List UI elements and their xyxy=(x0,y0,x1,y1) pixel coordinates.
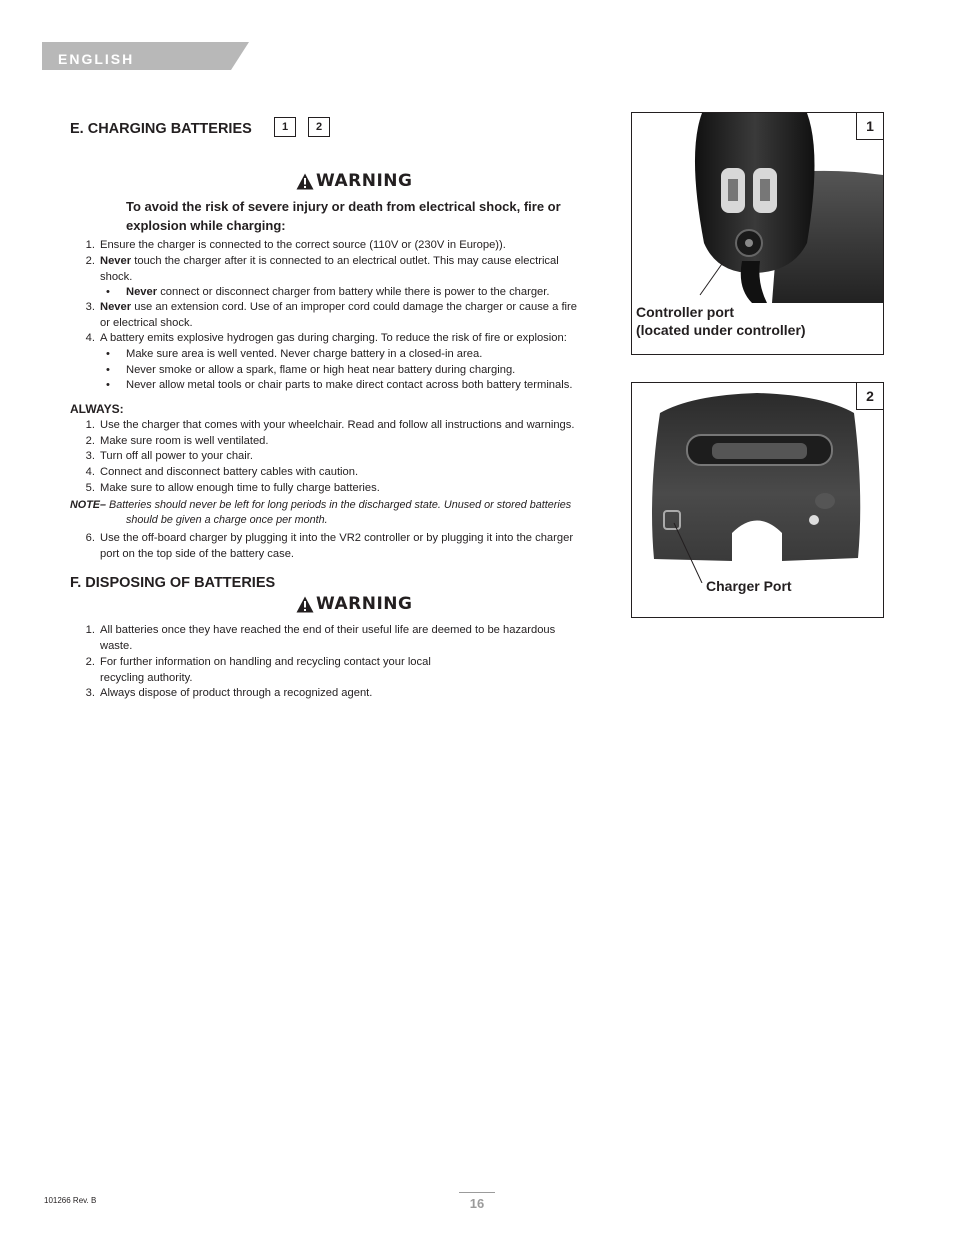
warning-triangle-icon xyxy=(296,173,314,190)
item-text-line: Use the off-board charger by plugging it into the VR2 controller or by plugging it into the charger xyxy=(100,532,574,544)
battery-case-photo xyxy=(632,383,883,583)
bullet-text: Never smoke or allow a spark, flame or high heat near battery during charging. xyxy=(126,364,516,376)
item-text: Make sure room is well ventilated. xyxy=(100,435,269,447)
language-tab xyxy=(42,42,249,70)
emphasis: Never xyxy=(126,286,158,298)
warning-label-f xyxy=(296,594,412,614)
figure-ref-1: 1 xyxy=(274,117,296,137)
note-text: Batteries should never be left for long periods in the discharged state. Unused or stored batteries xyxy=(106,499,572,511)
item-text: Turn off all power to your chair. xyxy=(100,450,253,462)
item-text-line: For further information on handling and recycling contact your local xyxy=(100,656,431,668)
figure-2 xyxy=(631,382,884,618)
item-text: Ensure the charger is connected to the correct source (110V or (230V in Europe)). xyxy=(100,239,506,251)
list-item xyxy=(79,655,604,686)
item-text: Make sure to allow enough time to fully charge batteries. xyxy=(100,482,380,494)
bullet-dot: • xyxy=(106,379,110,391)
emphasis: Never xyxy=(100,301,132,313)
item-text-line: shock. xyxy=(100,270,133,283)
warning-lead-text xyxy=(126,197,596,235)
item-number: 6. xyxy=(85,532,95,544)
item-number: 1. xyxy=(85,624,95,636)
item-number: 1. xyxy=(85,419,95,431)
figure-ref-2: 2 xyxy=(308,117,330,137)
item-number: 1. xyxy=(85,239,95,251)
section-f-title: F. DISPOSING OF BATTERIES xyxy=(70,575,276,591)
bullet-dot: • xyxy=(106,348,110,360)
emphasis: Never xyxy=(100,255,132,267)
section-e-title: E. CHARGING BATTERIES xyxy=(70,121,252,137)
item-text-line: All batteries once they have reached the end of their useful life are deemed to be hazardous xyxy=(100,624,556,636)
item-text: Use the charger that comes with your wheelchair. Read and follow all instructions and warnings. xyxy=(100,419,575,431)
figure-1-number: 1 xyxy=(856,112,884,140)
warning-lead-line: To avoid the risk of severe injury or death from electrical shock, fire or xyxy=(126,199,561,214)
item-text: A battery emits explosive hydrogen gas during charging. To reduce the risk of fire or explosion: xyxy=(100,332,567,344)
controller-photo xyxy=(632,113,883,313)
item-number: 3. xyxy=(85,301,95,313)
figure-2-caption: Charger Port xyxy=(706,578,792,594)
bullet-dot: • xyxy=(106,286,110,298)
bullet-dot: • xyxy=(106,364,110,376)
document-code: 101266 Rev. B xyxy=(44,1196,97,1205)
bullet-text: Make sure area is well vented. Never charge battery in a closed-in area. xyxy=(126,348,483,360)
caption-line: (located under controller) xyxy=(636,322,806,338)
note-label: NOTE– xyxy=(70,499,106,511)
note-text: should be given a charge once per month. xyxy=(126,513,328,526)
language-label: ENGLISH xyxy=(58,51,135,67)
item-number: 2. xyxy=(85,656,95,668)
warning-label-e xyxy=(296,171,412,191)
item-text-line: or electrical shock. xyxy=(100,316,193,329)
list-item xyxy=(79,254,604,285)
list-item xyxy=(79,300,604,331)
warning-lead-line: explosion while charging: xyxy=(126,218,286,233)
item-text-line: recycling authority. xyxy=(100,671,193,684)
warning-triangle-icon xyxy=(296,596,314,613)
item-number: 2. xyxy=(85,255,95,267)
figure-1 xyxy=(631,112,884,355)
list-item xyxy=(79,531,604,562)
bullet-text-rest: connect or disconnect charger from battery while there is power to the charger. xyxy=(157,286,550,298)
item-number: 3. xyxy=(85,687,95,699)
item-number: 5. xyxy=(85,482,95,494)
item-text: Always dispose of product through a recognized agent. xyxy=(100,687,373,699)
item-text-line: touch the charger after it is connected to an electrical outlet. This may cause electrical xyxy=(131,255,559,267)
page-number: 16 xyxy=(459,1192,495,1211)
warning-text: WARNING xyxy=(316,171,413,191)
caption-line: Controller port xyxy=(636,304,734,320)
bullet-text xyxy=(126,285,550,301)
item-text xyxy=(100,655,431,686)
list-item xyxy=(79,623,604,654)
item-text xyxy=(100,300,577,331)
item-number: 4. xyxy=(85,466,95,478)
item-text xyxy=(100,254,559,285)
item-text xyxy=(100,531,573,562)
figure-1-caption xyxy=(636,303,806,339)
item-number: 4. xyxy=(85,332,95,344)
item-text-line: waste. xyxy=(100,639,133,652)
item-text xyxy=(100,623,555,654)
note xyxy=(70,498,571,527)
figure-2-number: 2 xyxy=(856,382,884,410)
bullet-text: Never allow metal tools or chair parts to make direct contact across both battery terminals. xyxy=(126,379,573,391)
item-text: Connect and disconnect battery cables with caution. xyxy=(100,466,359,478)
item-number: 2. xyxy=(85,435,95,447)
warning-text: WARNING xyxy=(316,594,413,614)
item-number: 3. xyxy=(85,450,95,462)
item-text-line: use an extension cord. Use of an improper cord could damage the charger or cause a fire xyxy=(131,301,577,313)
always-label: ALWAYS: xyxy=(70,402,124,416)
item-text-line: port on the top side of the battery case. xyxy=(100,547,295,560)
